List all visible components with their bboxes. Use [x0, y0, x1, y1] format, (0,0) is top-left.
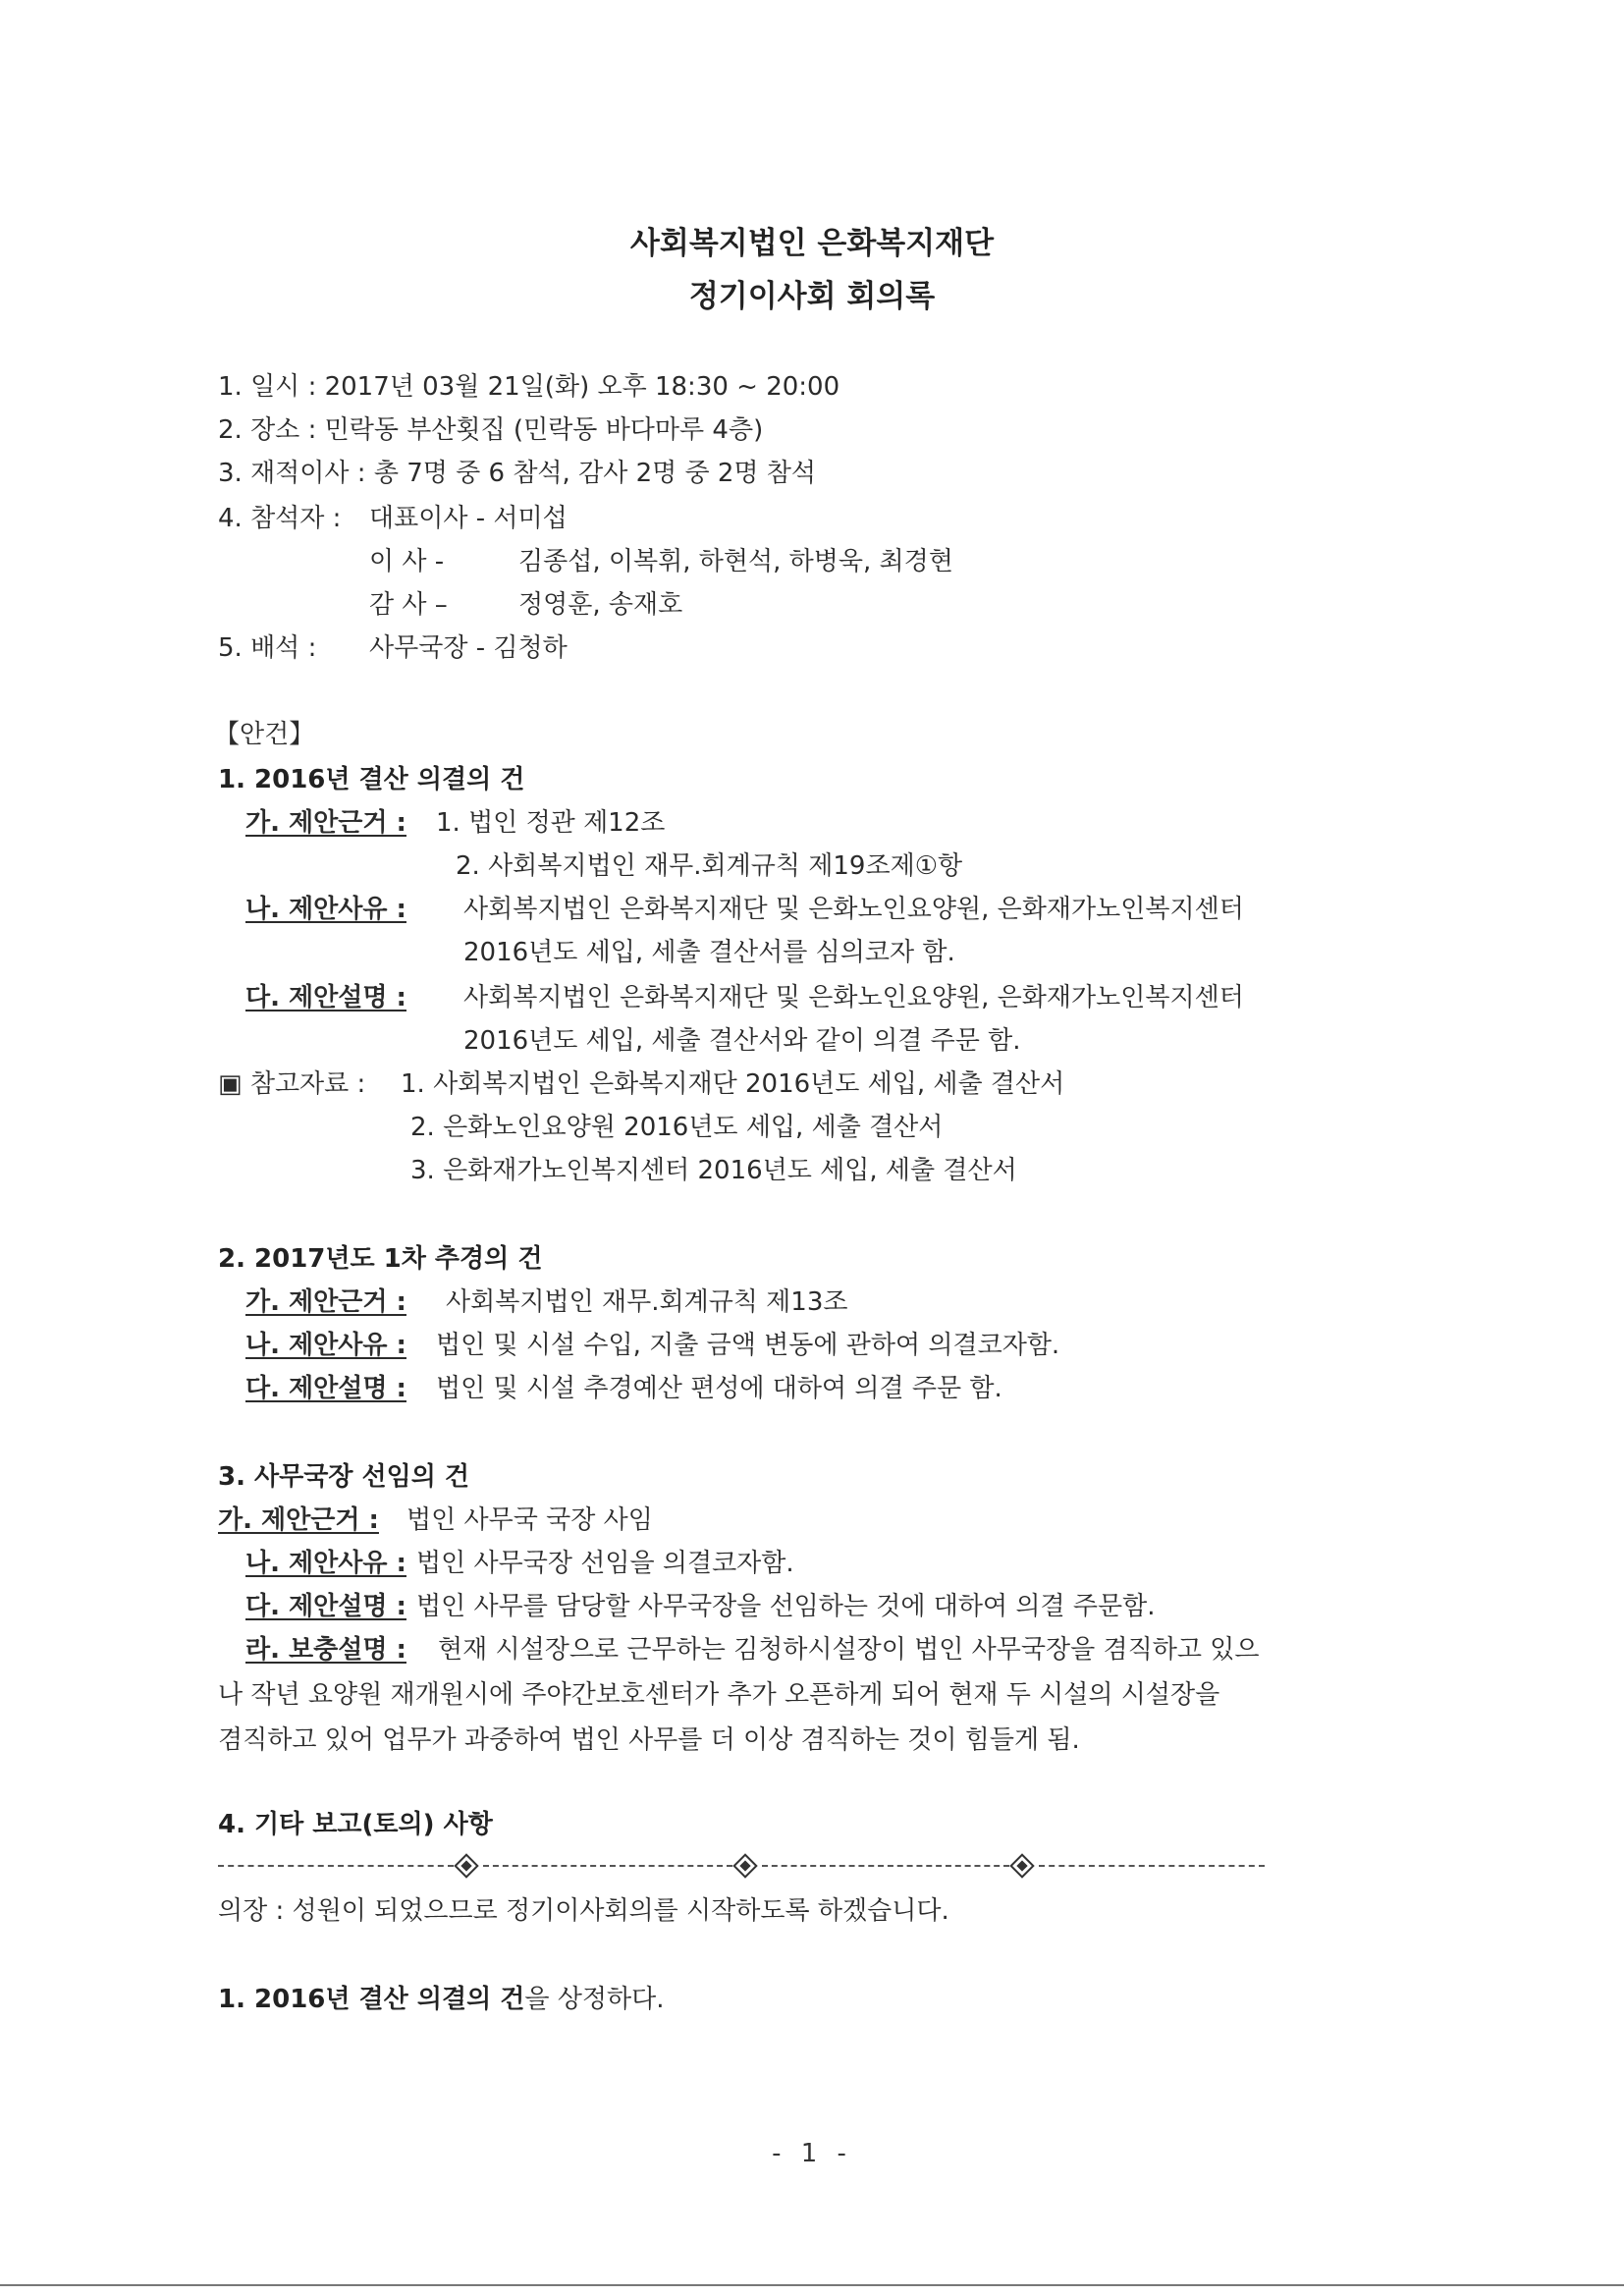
- agenda-item3-supp-2: 나 작년 요양원 재개원시에 주야간보호센터가 추가 오픈하게 되어 현재 두 시설의 시설장을: [218, 1680, 1220, 1710]
- agenda-item3-desc: 법인 사무를 담당할 사무국장을 선임하는 것에 대하여 의결 주문함.: [416, 1592, 1156, 1621]
- agenda-heading: 【안건】: [214, 720, 315, 749]
- separator-diamond-icon: [732, 1853, 757, 1878]
- seating-value: 사무국장 - 김청하: [369, 633, 568, 663]
- agenda-item4-title: 4. 기타 보고(토의) 사항: [218, 1810, 493, 1839]
- agenda-item3-supp-3: 겸직하고 있어 업무가 과중하여 법인 사무를 더 이상 겸직하는 것이 힘들게 됨.: [218, 1725, 1080, 1755]
- attendees-director-role: 이 사 -: [369, 547, 445, 576]
- meeting-directors: 3. 재적이사 : 총 7명 중 6 참석, 감사 2명 중 2명 참석: [218, 459, 817, 488]
- agenda-item1-ref-label: ▣ 참고자료 :: [218, 1069, 366, 1099]
- page-number: - 1 -: [772, 2139, 852, 2168]
- attendees-directors: 김종섭, 이복휘, 하현석, 하병욱, 최경현: [518, 547, 953, 576]
- agenda-item3-supp-label: 라. 보충설명 :: [245, 1635, 406, 1665]
- agenda-item1-ref-1: 1. 사회복지법인 은화복지재단 2016년도 세입, 세출 결산서: [401, 1069, 1065, 1099]
- attendees-label: 4. 참석자 :: [218, 504, 342, 533]
- agenda-item1-ref-2: 2. 은화노인요양원 2016년도 세입, 세출 결산서: [410, 1113, 944, 1142]
- agenda-item2-basis: 사회복지법인 재무.회계규칙 제13조: [446, 1287, 848, 1317]
- separator-dash: [1039, 1865, 1265, 1867]
- agenda-item2-basis-label: 가. 제안근거 :: [245, 1287, 406, 1317]
- seating-label: 5. 배석 :: [218, 633, 317, 663]
- agenda-item3-basis-label: 가. 제안근거 :: [218, 1505, 379, 1535]
- meeting-date: 1. 일시 : 2017년 03월 21일(화) 오후 18:30 ~ 20:00: [218, 372, 840, 402]
- agenda-item1-reason-2: 2016년도 세입, 세출 결산서를 심의코자 함.: [463, 938, 955, 967]
- agenda-item1-title: 1. 2016년 결산 의결의 건: [218, 765, 525, 794]
- agenda-item1-desc-label: 다. 제안설명 :: [245, 983, 406, 1012]
- agenda-item3-reason: 법인 사무국장 선임을 의결코자함.: [416, 1549, 794, 1578]
- agenda-item3-supp-1: 현재 시설장으로 근무하는 김청하시설장이 법인 사무국장을 겸직하고 있으: [438, 1635, 1260, 1665]
- attendees-auditors: 정영훈, 송재호: [518, 590, 683, 620]
- agenda-item2-reason: 법인 및 시설 수입, 지출 금액 변동에 관하여 의결코자함.: [436, 1331, 1060, 1360]
- bottom-rule: [0, 2284, 1624, 2286]
- agenda-item1-basis-2: 2. 사회복지법인 재무.회계규칙 제19조제①항: [456, 851, 963, 881]
- document-title: 사회복지법인 은화복지재단: [629, 226, 995, 261]
- agenda-item1-ref-3: 3. 은화재가노인복지센터 2016년도 세입, 세출 결산서: [410, 1156, 1017, 1185]
- agenda-item1-basis-1: 1. 법인 정관 제12조: [436, 808, 666, 838]
- section-separator: [218, 1854, 1265, 1878]
- meeting-place: 2. 장소 : 민락동 부산횟집 (민락동 바다마루 4층): [218, 415, 764, 445]
- document-subtitle: 정기이사회 회의록: [688, 279, 936, 314]
- separator-diamond-icon: [1009, 1853, 1034, 1878]
- agenda-item1-reason-1: 사회복지법인 은화복지재단 및 은화노인요양원, 은화재가노인복지센터: [463, 895, 1244, 924]
- agenda-item1-basis-label: 가. 제안근거 :: [245, 808, 406, 838]
- separator-dash: [483, 1865, 732, 1867]
- attendees-auditor-role: 감 사 –: [369, 590, 448, 620]
- agenda-item3-title: 3. 사무국장 선임의 건: [218, 1462, 470, 1492]
- agenda-item3-desc-label: 다. 제안설명 :: [245, 1592, 406, 1621]
- agenda-item3-basis: 법인 사무국 국장 사임: [406, 1505, 653, 1535]
- agenda-item2-desc: 법인 및 시설 추경예산 편성에 대하여 의결 주문 함.: [436, 1374, 1002, 1403]
- separator-dash: [762, 1865, 1009, 1867]
- minutes-item1: [218, 1984, 664, 2015]
- minutes-item1-title: 1. 2016년 결산 의결의 건: [218, 1985, 525, 2014]
- agenda-item2-title: 2. 2017년도 1차 추경의 건: [218, 1244, 543, 1274]
- agenda-item1-desc-2: 2016년도 세입, 세출 결산서와 같이 의결 주문 함.: [463, 1026, 1021, 1056]
- minutes-item1-rest: 을 상정하다.: [524, 1985, 665, 2014]
- attendees-representative: 대표이사 - 서미섭: [369, 504, 568, 533]
- agenda-item1-reason-label: 나. 제안사유 :: [245, 895, 406, 924]
- agenda-item2-reason-label: 나. 제안사유 :: [245, 1331, 406, 1360]
- chair-opening-statement: 의장 : 성원이 되었으므로 정기이사회의를 시작하도록 하겠습니다.: [218, 1896, 949, 1926]
- agenda-item2-desc-label: 다. 제안설명 :: [245, 1374, 406, 1403]
- agenda-item3-reason-label: 나. 제안사유 :: [245, 1549, 406, 1578]
- agenda-item1-desc-1: 사회복지법인 은화복지재단 및 은화노인요양원, 은화재가노인복지센터: [463, 983, 1244, 1012]
- separator-diamond-icon: [454, 1853, 478, 1878]
- separator-dash: [218, 1865, 454, 1867]
